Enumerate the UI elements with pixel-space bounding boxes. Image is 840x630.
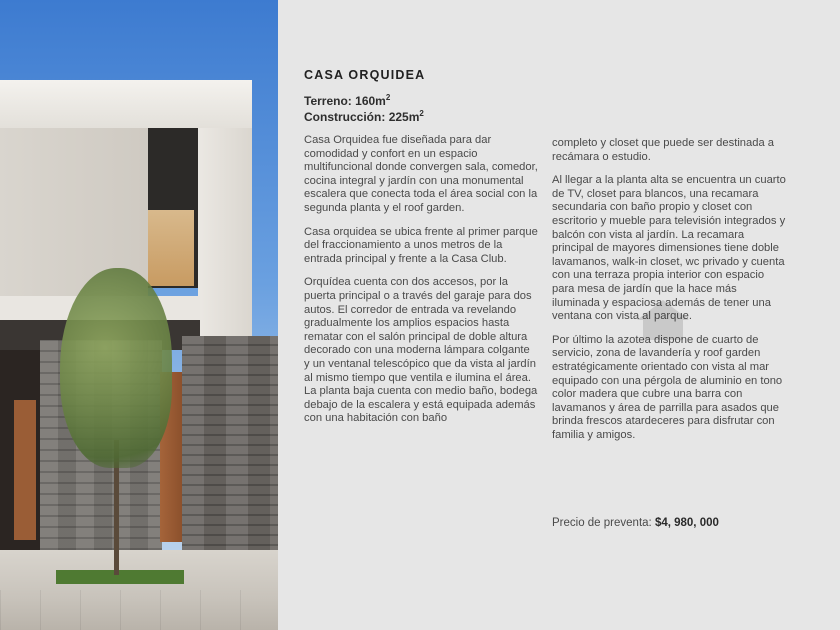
description-paragraph: Al llegar a la planta alta se encuentra un cuarto de TV, closet para blancos, una recamara secundaria con baño propio y closet con escritorio y mueble para televisión integrados y balcón con vista al jardín. La recamara principal de mayores dimensiones tiene doble lavamanos, walk-in closet, wc privado y cuenta con una terraza propia interior con espacio para mesa de jardín que la hace más iluminada y espaciosa además de tener una ventana con vista al parque. <box>552 174 786 323</box>
tree-canopy <box>60 268 172 468</box>
construction-area <box>304 109 424 125</box>
presale-price <box>552 517 719 529</box>
paving-joints <box>0 590 278 630</box>
description-paragraph: completo y closet que puede ser destinada a recámara o estudio. <box>552 137 775 163</box>
land-area <box>304 93 424 109</box>
listing-specs <box>304 93 424 125</box>
construction-value: 225m <box>388 110 420 124</box>
description-column-right <box>552 137 786 452</box>
construction-label: Construcción: <box>304 110 386 124</box>
price-value: $4, 980, 000 <box>654 517 719 529</box>
land-label: Terreno: <box>304 94 352 108</box>
house-facade-photo <box>0 0 278 630</box>
description-paragraph: Casa orquidea se ubica frente al primer parque del fraccionamiento a unos metros de la entrada principal y frente a la Casa Club. <box>304 225 538 265</box>
land-value: 160m <box>355 94 386 108</box>
description-paragraph: Orquídea cuenta con dos accesos, por la puerta principal o a través del garaje para dos autos. El corredor de entrada va revelando gradualmente los amplios espacios hasta rematar con el salón principal de doble altura decorado con una moderna lámpara colgante y un ventanal telescópico que da vista al jardín al mismo tiempo que ventila e ilumina el área. La planta baja cuenta con medio baño, bodega debajo de la escalera y está equipada además con una habitación con baño <box>304 276 538 425</box>
price-label: Precio de preventa: <box>552 517 652 529</box>
description-panel <box>278 0 840 630</box>
listing-title: CASA ORQUIDEA <box>304 68 426 82</box>
wood-door-left <box>14 400 36 540</box>
description-column-left <box>304 134 538 436</box>
grass-strip <box>56 570 184 584</box>
description-paragraph: Casa Orquidea fue diseñada para dar comodidad y confort en un espacio multifuncional donde convergen sala, comedor, cocina integral y jardín con una monumental escalera que conecta toda el área social con la segunda planta y el roof garden. <box>304 134 538 214</box>
construction-unit-superscript: 2 <box>419 109 424 118</box>
stone-wall-right <box>182 336 278 576</box>
roof-slab <box>0 80 252 128</box>
lit-window <box>148 210 194 286</box>
land-unit-superscript: 2 <box>385 93 391 102</box>
description-paragraph: Por último la azotea dispone de cuarto de servicio, zona de lavandería y roof garden estratégicamente orientado con vista al mar equipado con una pérgola de aluminio en tono color madera que cubre una barra con lavamanos y área de parrilla para asados que brinda frescos atardeceres para disfrutar con familia y amigos. <box>552 333 783 441</box>
